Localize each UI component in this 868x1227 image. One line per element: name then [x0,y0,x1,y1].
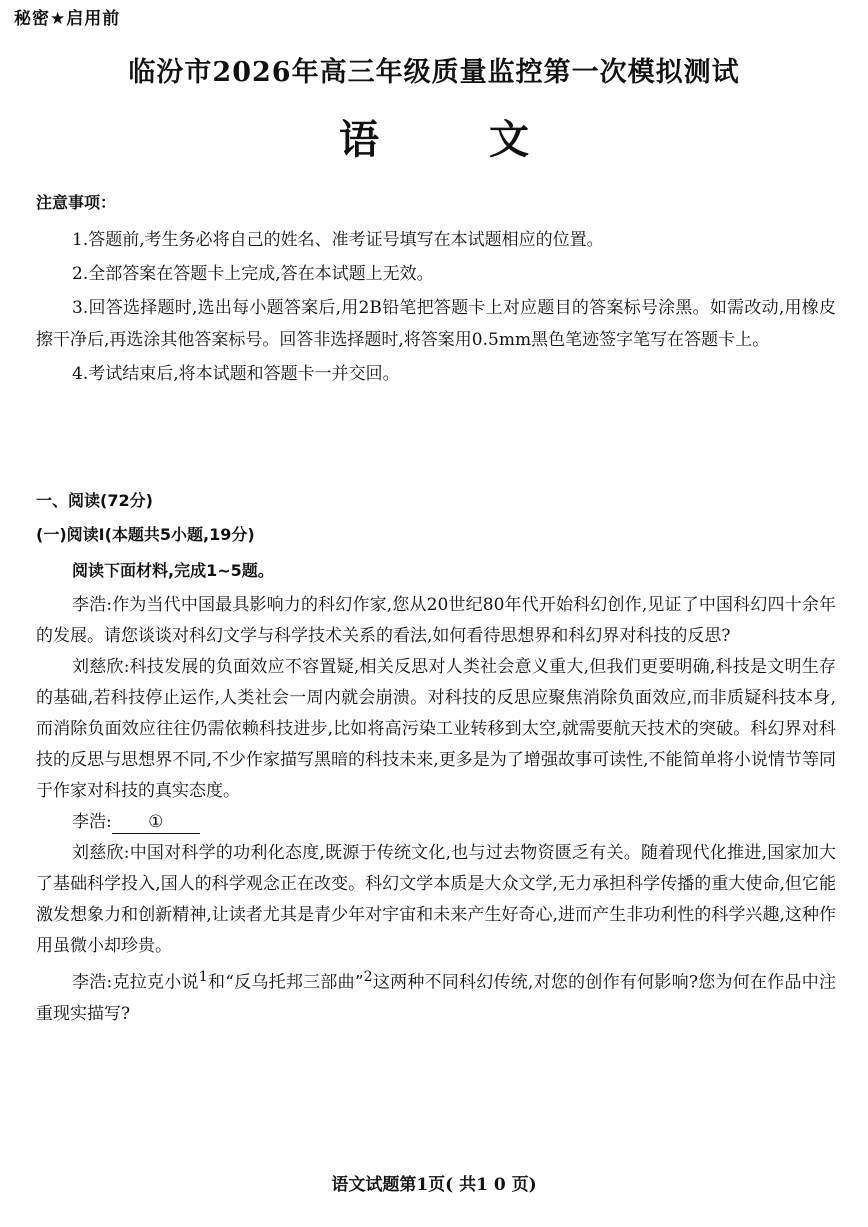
subsection-title: (一)阅读Ⅰ(本题共5小题,19分) [36,525,255,544]
notice-list [36,224,836,392]
subject-title: 语文 [339,116,639,163]
notice-item: 3.回答选择题时,选出每小题答案后,用2B铅笔把答题卡上对应题目的答案标号涂黑。如需改动,用橡皮擦干净后,再选涂其他答案标号。回答非选择题时,将答案用0.5mm黑色笔迹签字笔写在答题卡上。 [36,298,836,350]
notice-item: 2.全部答案在答题卡上完成,答在本试题上无效。 [72,264,434,284]
passage-text: 这两种不同科幻传统,对您的创作有何影响?您为何在作品中注重现实描写? [36,972,836,1024]
secret-label: 秘密★启用前 [14,9,121,29]
footnote-ref: 1 [198,969,208,985]
passage-paragraph: 刘慈欣:科技发展的负面效应不容置疑,相关反思对人类社会意义重大,但我们更要明确,科技是文明生存的基础,若科技停止运作,人类社会一周内就会崩溃。对科技的反思应聚焦消除负面效应,而非质疑科技本身,而消除负面效应往往仍需依赖科技进步,比如将高污染工业转移到太空,就需要航天技术的突破。科幻界对科技的反思与思想界不同,不少作家描写黑暗的科技未来,更多是为了增强故事可读性,不能简单将小说情节等同于作家对科技的真实态度。 [36,657,836,801]
passage-paragraph [36,962,836,1030]
section-title: 一、阅读(72分) [36,491,153,510]
reading-instruction: 阅读下面材料,完成1~5题。 [72,561,274,580]
passage-text: 和“反乌托邦三部曲” [207,972,364,993]
speaker-label: 李浩: [72,812,112,832]
passage-paragraph-blank [36,807,836,838]
notice-item: 1.答题前,考生务必将自己的姓名、准考证号填写在本试题相应的位置。 [72,230,604,250]
fill-blank: ① [112,811,200,834]
page-footer: 语文试题第1页( 共1 0 页) [331,1175,537,1195]
notice-title: 注意事项： [36,193,117,212]
passage-paragraph: 刘慈欣:中国对科学的功利化态度,既源于传统文化,也与过去物资匮乏有关。随着现代化推进,国家加大了基础科学投入,国人的科学观念正在改变。科幻文学本质是大众文学,无力承担科学传播的重大使命,但它能激发想象力和创新精神,让读者尤其是青少年对宇宙和未来产生好奇心,进而产生非功利性的科学兴趣,这种作用虽微小却珍贵。 [36,843,836,956]
notice-item: 4.考试结束后,将本试题和答题卡一并交回。 [72,364,400,384]
passage-paragraph: 李浩:作为当代中国最具影响力的科幻作家,您从20世纪80年代开始科幻创作,见证了中国科幻四十余年的发展。请您谈谈对科幻文学与科学技术关系的看法,如何看待思想界和科幻界对科技的反思? [36,595,836,646]
footnote-ref: 2 [363,969,373,985]
passage [36,590,836,1030]
exam-title: 临汾市2026年高三年级质量监控第一次模拟测试 [128,57,740,88]
passage-text: 李浩:克拉克小说 [72,972,199,993]
